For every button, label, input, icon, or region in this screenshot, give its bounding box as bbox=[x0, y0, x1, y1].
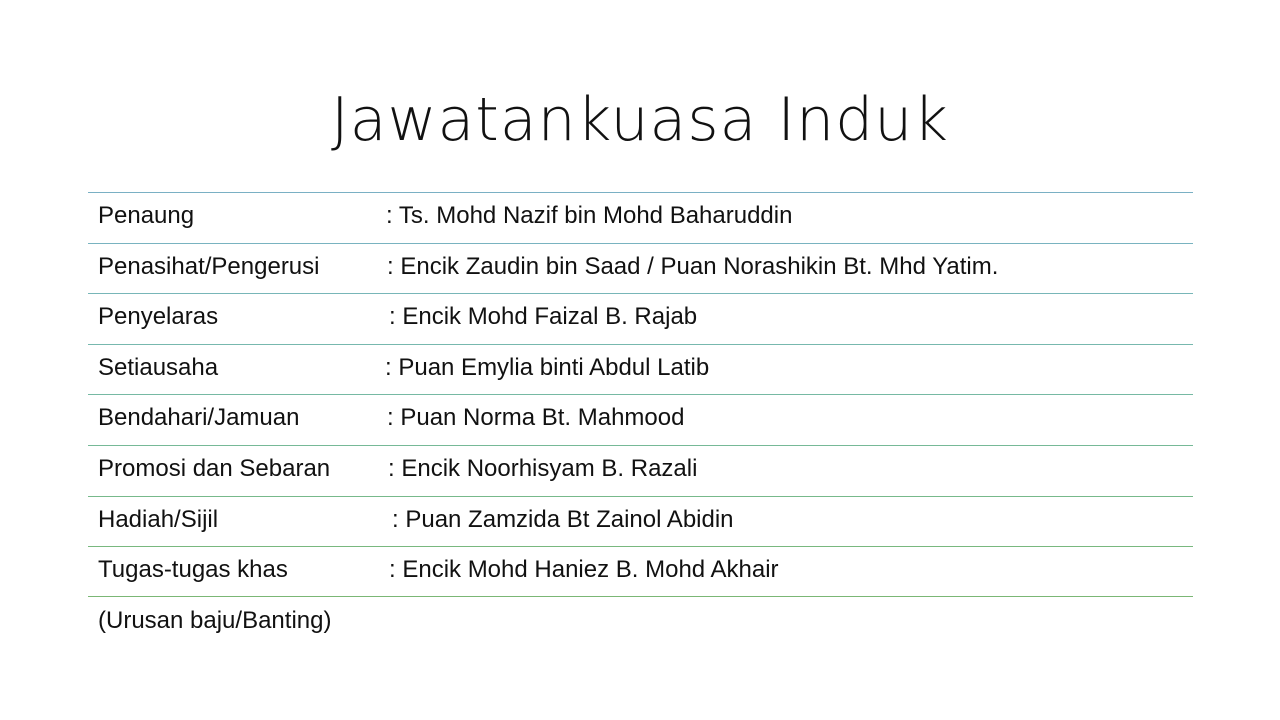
row-divider bbox=[88, 445, 1193, 446]
role-label: Tugas-tugas khas bbox=[98, 556, 288, 584]
row-divider bbox=[88, 243, 1193, 244]
member-name: : Puan Norma Bt. Mahmood bbox=[387, 404, 685, 432]
row-divider bbox=[88, 546, 1193, 547]
committee-row-penasihat-pengerusi bbox=[88, 243, 1193, 294]
row-divider bbox=[88, 496, 1193, 497]
role-label: Promosi dan Sebaran bbox=[98, 454, 331, 482]
committee-row-tugas-tugas-khas bbox=[88, 546, 1193, 597]
row-divider bbox=[88, 344, 1193, 345]
committee-row-bendahari-jamuan bbox=[88, 394, 1193, 445]
role-label: Bendahari/Jamuan bbox=[98, 404, 300, 432]
role-label: Penasihat/Pengerusi bbox=[98, 252, 320, 280]
member-name: : Ts. Mohd Nazif bin Mohd Baharuddin bbox=[386, 202, 793, 229]
row-divider bbox=[88, 394, 1193, 395]
committee-row-hadiah-sijil bbox=[88, 496, 1193, 547]
row-divider bbox=[88, 293, 1193, 294]
role-label: Penyelaras bbox=[98, 303, 219, 331]
member-name: : Encik Zaudin bin Saad / Puan Norashikin Bt. Mhd Yatim. bbox=[387, 252, 999, 280]
role-label: Penaung bbox=[98, 202, 195, 229]
slide-title: Jawatankuasa Induk bbox=[331, 85, 949, 155]
committee-list bbox=[88, 192, 1193, 597]
member-name: : Puan Emylia binti Abdul Latib bbox=[385, 353, 710, 381]
role-label: Setiausaha bbox=[98, 353, 219, 381]
committee-row-penyelaras bbox=[88, 293, 1193, 344]
committee-row-promosi-dan-sebaran bbox=[88, 445, 1193, 496]
member-name: : Encik Noorhisyam B. Razali bbox=[388, 454, 698, 482]
row-divider-bottom bbox=[88, 596, 1193, 597]
row-divider bbox=[88, 192, 1193, 193]
member-name: : Encik Mohd Haniez B. Mohd Akhair bbox=[389, 556, 779, 584]
member-name: : Puan Zamzida Bt Zainol Abidin bbox=[392, 505, 734, 533]
role-note: (Urusan baju/Banting) bbox=[98, 607, 332, 634]
committee-row-setiausaha bbox=[88, 344, 1193, 395]
role-label: Hadiah/Sijil bbox=[98, 505, 219, 533]
member-name: : Encik Mohd Faizal B. Rajab bbox=[389, 303, 698, 331]
committee-row-penaung bbox=[88, 192, 1193, 243]
